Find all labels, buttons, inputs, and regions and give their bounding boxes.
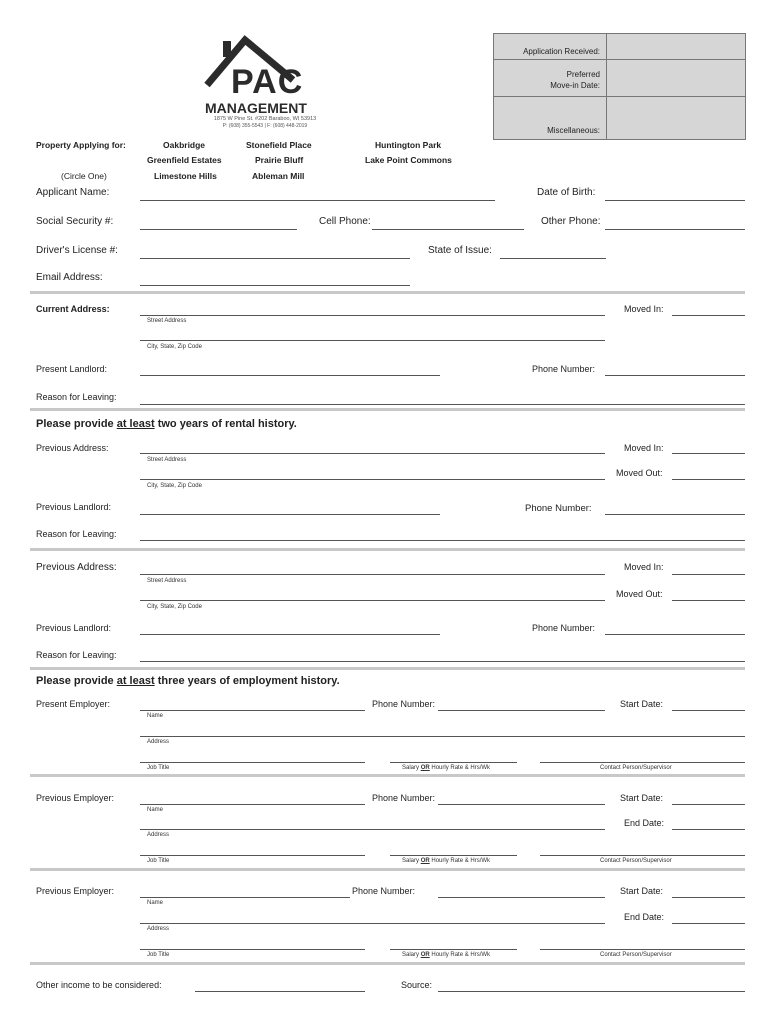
circle-one-note: (Circle One) bbox=[61, 171, 107, 181]
end-date-field[interactable] bbox=[672, 829, 745, 830]
email-field[interactable] bbox=[140, 285, 410, 286]
salary-pre: Salary bbox=[402, 858, 421, 864]
contact-caption: Contact Person/Supervisor bbox=[600, 952, 672, 958]
application-received-label: Application Received: bbox=[523, 47, 600, 56]
other-phone-field[interactable] bbox=[605, 229, 745, 230]
previous-landlord-label: Previous Landlord: bbox=[36, 623, 112, 633]
previous-street-field[interactable] bbox=[140, 453, 605, 454]
section-divider bbox=[30, 667, 745, 670]
reason-leaving-field[interactable] bbox=[140, 661, 745, 662]
start-date-field[interactable] bbox=[672, 804, 745, 805]
end-date-label: End Date: bbox=[624, 912, 665, 922]
salary-or: OR bbox=[420, 765, 430, 771]
cell-phone-field[interactable] bbox=[372, 229, 524, 230]
employer-phone-label: Phone Number: bbox=[372, 699, 436, 709]
company-logo bbox=[195, 35, 335, 135]
landlord-phone-field[interactable] bbox=[605, 375, 745, 376]
reason-leaving-label: Reason for Leaving: bbox=[36, 392, 117, 402]
property-option[interactable]: Lake Point Commons bbox=[365, 155, 452, 165]
miscellaneous-label: Miscellaneous: bbox=[547, 126, 600, 135]
heading-post: three years of employment history. bbox=[154, 675, 340, 687]
street-address-caption: Street Address bbox=[147, 457, 187, 463]
moved-out-label: Moved Out: bbox=[616, 589, 663, 599]
employment-history-heading bbox=[36, 676, 340, 687]
employer-address-field[interactable] bbox=[140, 923, 605, 924]
source-label: Source: bbox=[401, 980, 433, 990]
applicant-name-field[interactable] bbox=[140, 200, 495, 201]
start-date-field[interactable] bbox=[672, 710, 745, 711]
employer-phone-field[interactable] bbox=[438, 804, 605, 805]
other-income-label: Other income to be considered: bbox=[36, 980, 162, 990]
previous-city-field[interactable] bbox=[140, 600, 605, 601]
job-title-caption: Job Title bbox=[147, 858, 170, 864]
email-label: Email Address: bbox=[36, 272, 103, 283]
contact-caption: Contact Person/Supervisor bbox=[600, 765, 672, 771]
salary-or: OR bbox=[420, 858, 430, 864]
moved-in-field[interactable] bbox=[672, 574, 745, 575]
preferred-label: Preferred bbox=[566, 70, 600, 79]
salary-caption bbox=[402, 765, 490, 771]
salary-caption bbox=[402, 858, 490, 864]
moved-out-field[interactable] bbox=[672, 600, 745, 601]
contact-caption: Contact Person/Supervisor bbox=[600, 858, 672, 864]
landlord-phone-label: Phone Number: bbox=[532, 364, 596, 374]
employer-phone-label: Phone Number: bbox=[352, 886, 416, 896]
office-row-movein bbox=[494, 60, 745, 97]
employer-name-field[interactable] bbox=[140, 710, 365, 711]
name-caption: Name bbox=[147, 807, 164, 813]
job-title-field[interactable] bbox=[140, 855, 365, 856]
property-option[interactable]: Huntington Park bbox=[375, 140, 442, 150]
applicant-name-label: Applicant Name: bbox=[36, 187, 110, 198]
address-caption: Address bbox=[147, 832, 170, 838]
street-address-caption: Street Address bbox=[147, 318, 187, 324]
moved-in-label: Moved In: bbox=[624, 562, 664, 572]
section-divider bbox=[30, 868, 745, 871]
start-date-label: Start Date: bbox=[620, 699, 664, 709]
address-caption: Address bbox=[147, 926, 170, 932]
salary-pre: Salary bbox=[402, 765, 421, 771]
previous-landlord-field[interactable] bbox=[140, 514, 440, 515]
property-option[interactable]: Limestone Hills bbox=[154, 171, 217, 181]
start-date-field[interactable] bbox=[672, 897, 745, 898]
salary-post: Hourly Rate & Hrs/Wk bbox=[429, 765, 491, 771]
heading-post: two years of rental history. bbox=[154, 418, 297, 430]
previous-employer-label: Previous Employer: bbox=[36, 793, 115, 803]
state-of-issue-label: State of Issue: bbox=[428, 245, 492, 256]
salary-post: Hourly Rate & Hrs/Wk bbox=[429, 858, 491, 864]
name-caption: Name bbox=[147, 713, 164, 719]
moved-in-label: Moved In: bbox=[624, 443, 664, 453]
section-divider bbox=[30, 774, 745, 777]
logo-address: 1875 W Pine St. #202 Baraboo, WI 53913 bbox=[213, 116, 317, 122]
rental-history-heading bbox=[36, 419, 297, 430]
section-divider bbox=[30, 548, 745, 551]
city-state-zip-caption: City, State, Zip Code bbox=[147, 604, 202, 610]
salary-or: OR bbox=[420, 952, 430, 958]
heading-pre: Please provide bbox=[36, 418, 117, 430]
employer-phone-field[interactable] bbox=[438, 897, 605, 898]
salary-field[interactable] bbox=[390, 762, 517, 763]
employer-phone-label: Phone Number: bbox=[372, 793, 436, 803]
reason-leaving-label: Reason for Leaving: bbox=[36, 650, 117, 660]
job-title-caption: Job Title bbox=[147, 952, 170, 958]
heading-pre: Please provide bbox=[36, 675, 117, 687]
section-divider bbox=[30, 962, 745, 965]
street-address-caption: Street Address bbox=[147, 578, 187, 584]
employer-phone-field[interactable] bbox=[438, 710, 605, 711]
start-date-label: Start Date: bbox=[620, 886, 664, 896]
ssn-label: Social Security #: bbox=[36, 216, 114, 227]
moved-in-label: Moved In: bbox=[624, 304, 664, 314]
previous-landlord-field[interactable] bbox=[140, 634, 440, 635]
present-landlord-field[interactable] bbox=[140, 375, 440, 376]
contact-person-field[interactable] bbox=[540, 949, 745, 950]
section-divider bbox=[30, 291, 745, 294]
contact-person-field[interactable] bbox=[540, 762, 745, 763]
employer-address-field[interactable] bbox=[140, 736, 745, 737]
moved-out-label: Moved Out: bbox=[616, 468, 663, 478]
property-label: Property Applying for: bbox=[36, 140, 126, 150]
state-of-issue-field[interactable] bbox=[500, 258, 606, 259]
landlord-phone-field[interactable] bbox=[605, 634, 745, 635]
property-option[interactable]: Prairie Bluff bbox=[255, 155, 304, 165]
current-city-field[interactable] bbox=[140, 340, 605, 341]
ssn-field[interactable] bbox=[140, 229, 297, 230]
salary-post: Hourly Rate & Hrs/Wk bbox=[429, 952, 491, 958]
city-state-zip-caption: City, State, Zip Code bbox=[147, 344, 202, 350]
logo-brand: PAC bbox=[231, 63, 304, 101]
landlord-phone-label: Phone Number: bbox=[525, 503, 592, 514]
reason-leaving-field[interactable] bbox=[140, 404, 745, 405]
previous-address-label: Previous Address: bbox=[36, 562, 117, 573]
other-income-field[interactable] bbox=[195, 991, 365, 992]
job-title-caption: Job Title bbox=[147, 765, 170, 771]
property-option[interactable]: Oakbridge bbox=[163, 140, 206, 150]
job-title-field[interactable] bbox=[140, 762, 365, 763]
contact-person-field[interactable] bbox=[540, 855, 745, 856]
reason-leaving-field[interactable] bbox=[140, 540, 745, 541]
previous-street-field[interactable] bbox=[140, 574, 605, 575]
address-caption: Address bbox=[147, 739, 170, 745]
moved-in-field[interactable] bbox=[672, 453, 745, 454]
employer-address-field[interactable] bbox=[140, 829, 605, 830]
previous-landlord-label: Previous Landlord: bbox=[36, 502, 112, 512]
employer-name-field[interactable] bbox=[140, 804, 365, 805]
moved-out-field[interactable] bbox=[672, 479, 745, 480]
date-of-birth-label: Date of Birth: bbox=[537, 187, 596, 198]
salary-pre: Salary bbox=[402, 952, 421, 958]
name-caption: Name bbox=[147, 900, 164, 906]
property-option[interactable]: Greenfield Estates bbox=[147, 155, 222, 165]
property-option[interactable]: Ableman Mill bbox=[252, 171, 305, 181]
salary-field[interactable] bbox=[390, 855, 517, 856]
moved-in-field[interactable] bbox=[672, 315, 745, 316]
previous-employer-label: Previous Employer: bbox=[36, 886, 115, 896]
landlord-phone-label: Phone Number: bbox=[532, 623, 596, 633]
landlord-phone-field[interactable] bbox=[605, 514, 745, 515]
end-date-field[interactable] bbox=[672, 923, 745, 924]
move-in-date-label: Move-in Date: bbox=[550, 81, 600, 90]
city-state-zip-caption: City, State, Zip Code bbox=[147, 483, 202, 489]
office-use-box bbox=[493, 33, 746, 140]
heading-emphasis: at least bbox=[116, 418, 155, 430]
property-option[interactable]: Stonefield Place bbox=[246, 140, 312, 150]
start-date-label: Start Date: bbox=[620, 793, 664, 803]
previous-address-label: Previous Address: bbox=[36, 443, 109, 453]
present-landlord-label: Present Landlord: bbox=[36, 364, 108, 374]
drivers-license-field[interactable] bbox=[140, 258, 410, 259]
other-phone-label: Other Phone: bbox=[541, 216, 601, 227]
end-date-label: End Date: bbox=[624, 818, 665, 828]
cell-phone-label: Cell Phone: bbox=[319, 216, 371, 227]
current-address-label: Current Address: bbox=[36, 304, 110, 314]
date-of-birth-field[interactable] bbox=[605, 200, 745, 201]
reason-leaving-label: Reason for Leaving: bbox=[36, 529, 117, 539]
heading-emphasis: at least bbox=[116, 675, 155, 687]
logo-name: MANAGEMENT bbox=[205, 100, 307, 116]
previous-city-field[interactable] bbox=[140, 479, 605, 480]
source-field[interactable] bbox=[438, 991, 745, 992]
salary-caption bbox=[402, 952, 490, 958]
present-employer-label: Present Employer: bbox=[36, 699, 111, 709]
drivers-license-label: Driver's License #: bbox=[36, 245, 118, 256]
current-street-field[interactable] bbox=[140, 315, 605, 316]
employer-name-field[interactable] bbox=[140, 897, 350, 898]
section-divider bbox=[30, 408, 745, 411]
job-title-field[interactable] bbox=[140, 949, 365, 950]
logo-phones: P: (608) 355-5543 | F: (608) 448-2019 bbox=[222, 123, 308, 129]
salary-field[interactable] bbox=[390, 949, 517, 950]
